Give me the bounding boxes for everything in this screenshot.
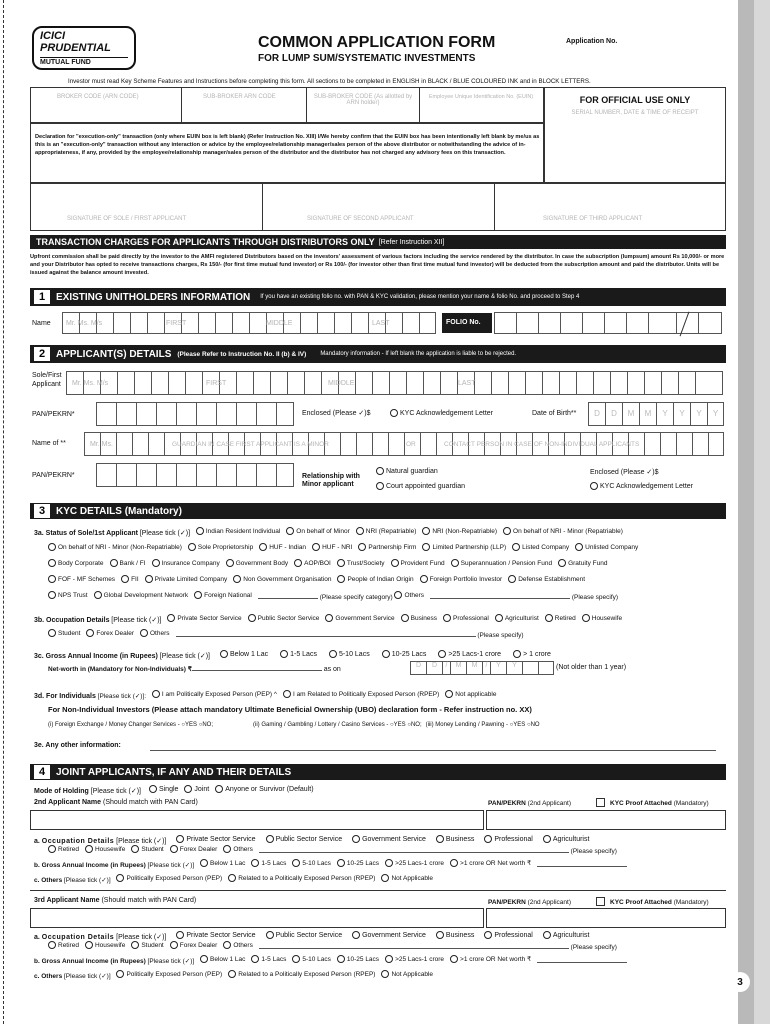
status-option[interactable]: On behalf of Minor (286, 527, 349, 535)
others-option[interactable]: Politically Exposed Person (PEP) (116, 874, 222, 882)
income-option[interactable]: 5-10 Lacs (329, 650, 370, 658)
status-option[interactable]: HUF - NRI (312, 543, 352, 551)
mode-option[interactable]: Single (149, 785, 178, 793)
pep-option[interactable]: I am Related to Politically Exposed Person (RPEP) (283, 690, 439, 698)
transaction-text: Upfront commission shall be paid directly by the investor to the AMFI registered Distributors based on the investors' assessment of various factors including the service rendered by the distributor. In case the subscription (lumpsum) amount Rs 10,000/- or more and your Distributor has opted to receive transactions charges, Rs 150/- (for first time mutual fund investor) or Rs 100/- (for investor other than first time mutual fund investor) will be deducted from the subscription amount and paid the distributor. Units will be issued against the balance amount invested. (30, 254, 725, 276)
name-middle: MIDDLE (266, 320, 293, 327)
occupation-option[interactable]: Professional (484, 835, 533, 843)
status-option[interactable]: NRI (Repatriable) (356, 527, 417, 535)
occupation-option[interactable]: Public Sector Service (248, 614, 320, 622)
risk-row: (i) Foreign Exchange / Money Changer Services - ○YES ○NO; (ii) Gaming / Gambling / Lottery / Casino Services - ○YES ○NO; (iii) Money Lending / Pawning - ○YES ○NO (48, 722, 540, 728)
income-option[interactable]: Below 1 Lac (200, 955, 245, 963)
status-option[interactable]: Limited Partnership (LLP) (422, 543, 506, 551)
occupation-option[interactable]: Forex Dealer (170, 941, 218, 949)
occupation-option[interactable]: Professional (484, 931, 533, 939)
section-1-note: If you have an existing folio no. with PAN & KYC validation, please mention your name & folio No. and proceed to Step 4 (260, 294, 580, 300)
occupation-option[interactable]: Business (436, 835, 474, 843)
status-option[interactable]: Defense Establishment (508, 575, 585, 583)
income-option[interactable]: > 1 crore (513, 650, 551, 658)
name-of-label: Name of ** (32, 440, 66, 447)
natural-guardian-radio[interactable]: Natural guardian (376, 467, 438, 475)
form-title: COMMON APPLICATION FORM (258, 34, 496, 51)
income-option[interactable]: 5-10 Lacs (292, 859, 331, 867)
status-option[interactable]: On behalf of NRI - Minor (Repatriable) (503, 527, 623, 535)
section-2-title: APPLICANT(S) DETAILS (56, 348, 172, 360)
applicant-last: LAST (458, 380, 476, 387)
status-option[interactable]: Trust/Society (337, 559, 385, 567)
enclosed-label: Enclosed (Please ✓)$ (302, 410, 371, 417)
others-option[interactable]: Politically Exposed Person (PEP) (116, 970, 222, 978)
name-label: Name (32, 320, 51, 327)
kyc-proof-3rd-label: KYC Proof Attached (Mandatory) (610, 899, 709, 906)
occupation-option[interactable]: Others (223, 845, 253, 853)
second-others-row: c. Others [Please tick (✓)] Politically Exposed Person (PEP) Related to a Politically Exposed Person (RPEP) Not Applicable (34, 874, 434, 884)
divider (419, 88, 420, 122)
declaration-box (30, 123, 544, 183)
occupation-option[interactable]: Student (131, 845, 163, 853)
networth-row: Net-worth in (Mandatory for Non-Individuals) ₹ as on (48, 666, 341, 673)
status-option[interactable]: AOP/BOI (294, 559, 331, 567)
official-use-title: FOR OFFICIAL USE ONLY (579, 95, 691, 105)
status-row-1: 3a. Status of Sole/1st Applicant [Please tick (✓)] Indian Resident Individual On behalf of Minor NRI (Repatriable) NRI (Non-Repatriable) On behalf of NRI - Minor (Repatriable) (34, 527, 623, 537)
dob-label: Date of Birth** (532, 410, 577, 417)
enclosed2-label: Enclosed (Please ✓)$ (590, 469, 659, 476)
status-row-5: NPS Trust Global Development Network Foreign National (Please specify category) Others (Please specify) (48, 591, 618, 601)
occupation-row: 3b. Occupation Details [Please tick (✓)] Private Sector Service Public Sector Service Government Service Business Professional Agriculturist Retired Housewife (34, 614, 623, 624)
third-occupation-row: a. Occupation Details [Please tick (✓)] Private Sector Service Public Sector Service Government Service Business Professional Agriculturist (34, 931, 590, 941)
status-option[interactable]: Superannuation / Pension Fund (451, 559, 552, 567)
declaration-text: Declaration for "execution-only" transaction (only where EUIN box is left blank) (Refer Instruction No. XIII) I/We hereby confirm that the EUIN box has been intentionally left blank by me/us as this is an "execution-only" transaction without any interaction or advice by the employee/relationship manager/sales person of the above distributor or notwithstanding the advice of in-appropriateness, if any, provided by the employee/relationship manager/sales person of the distributor and the distributor has not charged any advisory fees on this transaction. (35, 134, 540, 156)
occupation-option[interactable]: Retired (48, 941, 79, 949)
header-instruction: Investor must read Key Scheme Features and Instructions before completing this form. All sections to be completed in ENGLISH in BLACK / BLUE COLOURED INK and in BLOCK LETTERS. (68, 78, 591, 85)
mode-row: Mode of Holding [Please tick (✓)] Single Joint Anyone or Survivor (Default) (34, 785, 314, 795)
signature-first-label: SIGNATURE OF SOLE / FIRST APPLICANT (67, 216, 187, 222)
occupation-option[interactable]: Government Service (352, 835, 426, 843)
kyc-proof-checkbox[interactable] (596, 798, 605, 807)
occupation-option[interactable]: Forex Dealer (170, 845, 218, 853)
status-option[interactable]: Foreign National (194, 591, 252, 599)
status-option[interactable]: Private Limited Company (145, 575, 228, 583)
status-option[interactable]: On behalf of NRI - Minor (Non-Repatriable) (48, 543, 182, 551)
pan-3rd-label: PAN/PEKRN (2nd Applicant) (488, 899, 571, 906)
section-1-title: EXISTING UNITHOLDERS INFORMATION (56, 291, 251, 303)
second-applicant-name-field[interactable] (30, 810, 484, 830)
occupation-row-2: Student Forex Dealer Others (Please specify) (48, 629, 524, 639)
status-option[interactable]: Government Body (226, 559, 288, 567)
not-older-note: (Not older than 1 year) (556, 664, 627, 671)
logo (32, 26, 136, 70)
folio-label: FOLIO No. (442, 313, 492, 333)
divider (306, 88, 307, 122)
pep-row: 3d. For Individuals [Please tick (✓)]: I am Politically Exposed Person (PEP) ^ I am Related to Politically Exposed Person (RPEP) Not applicable (34, 690, 497, 700)
application-no-label: Application No. (566, 38, 618, 45)
section-1-bar (30, 288, 726, 306)
occupation-option[interactable]: Others (223, 941, 253, 949)
non-individual-note: For Non-Individual Investors (Please attach mandatory Ultimate Beneficial Ownership (UBO) declaration form - Refer instruction no. XX) (48, 705, 532, 714)
section-4-bar (30, 764, 726, 780)
second-income-row: b. Gross Annual Income (in Rupees) [Please tick (✓)] Below 1 Lac 1-5 Lacs 5-10 Lacs 10-25 Lacs >25 Lacs-1 crore >1 crore OR Net worth ₹ (34, 859, 627, 869)
section-3-bar (30, 503, 726, 519)
applicant-prefix: Mr. Ms. M/s (72, 380, 109, 387)
income-option[interactable]: 5-10 Lacs (292, 955, 331, 963)
occupation-option[interactable]: Private Sector Service (176, 835, 255, 843)
guardian-note: GUARDIAN IN CASE FIRST APPLICANT IS A MINOR (172, 441, 329, 448)
occupation-option[interactable]: Others (140, 629, 170, 637)
income-option[interactable]: >1 crore OR Net worth ₹ (450, 955, 531, 963)
status-option[interactable]: Sole Proprietorship (188, 543, 253, 551)
left-cut-line (3, 0, 4, 1024)
second-applicant-pan-field[interactable] (486, 810, 726, 830)
occupation-option[interactable]: Business (401, 614, 437, 622)
status-option[interactable]: NPS Trust (48, 591, 88, 599)
pan2-label: PAN/PEKRN* (32, 472, 75, 479)
section-4-divider (30, 890, 726, 891)
second-applicant-label: 2nd Applicant Name (Should match with PAN Card) (34, 799, 198, 806)
divider (494, 184, 495, 230)
sole-applicant-label: Sole/First Applicant (32, 372, 62, 388)
occupation-option[interactable]: Retired (48, 845, 79, 853)
pan-label: PAN/PEKRN* (32, 411, 75, 418)
status-option[interactable]: Bank / FI (110, 559, 146, 567)
transaction-title: TRANSACTION CHARGES FOR APPLICANTS THROUGH DISTRIBUTORS ONLY (36, 237, 375, 247)
logo-brand: ICICI PRUDENTIAL (40, 30, 111, 54)
section-2-note: Mandatory information - If left blank the application is liable to be rejected. (320, 351, 517, 357)
section-4-number: 4 (34, 765, 50, 779)
section-2-bar (30, 345, 726, 363)
kyc-proof-3rd-checkbox[interactable] (596, 897, 605, 906)
broker-box (30, 87, 544, 123)
third-others-row: c. Others [Please tick (✓)] Politically Exposed Person (PEP) Related to a Politically Exposed Person (RPEP) Not Applicable (34, 970, 434, 980)
status-row-4 (48, 575, 591, 585)
income-row: 3c. Gross Annual Income (in Rupees) [Please tick (✓)] Below 1 Lac 1-5 Lacs 5-10 Lacs 10-25 Lacs >25 Lacs-1 crore > 1 crore (34, 650, 551, 660)
income-option[interactable]: Below 1 Lac (200, 859, 245, 867)
occupation-option[interactable]: Forex Dealer (86, 629, 134, 637)
third-applicant-label: 3rd Applicant Name (Should match with PAN Card) (34, 897, 197, 904)
guardian-prefix: Mr. Ms. (90, 441, 113, 448)
occupation-option[interactable]: Government Service (325, 614, 394, 622)
status-option[interactable]: Partnership Firm (358, 543, 416, 551)
status-option[interactable]: Listed Company (512, 543, 569, 551)
sub-broker-arn-label: SUB-BROKER ARN CODE (203, 94, 276, 100)
pep-option[interactable]: Not applicable (445, 690, 496, 698)
income-option[interactable]: >25 Lacs-1 crore (438, 650, 501, 658)
occupation-option[interactable]: Private Sector Service (176, 931, 255, 939)
official-use-box (544, 87, 726, 183)
status-option[interactable]: People of Indian Origin (337, 575, 413, 583)
status-option[interactable]: Insurance Company (152, 559, 220, 567)
occupation-option[interactable]: Agriculturist (495, 614, 539, 622)
income-option[interactable]: Below 1 Lac (220, 650, 268, 658)
section-2-ref: (Please Refer to Instruction No. II (b) & IV) (177, 350, 307, 358)
occupation-option[interactable]: Retired (545, 614, 576, 622)
second-occupation-row-2: Retired Housewife Student Forex Dealer Others (Please specify) (48, 845, 617, 855)
mode-option[interactable]: Joint (184, 785, 209, 793)
status-option[interactable]: FOF - MF Schemes (48, 575, 115, 583)
status-option[interactable]: HUF - Indian (259, 543, 306, 551)
occupation-option[interactable]: Agriculturist (543, 835, 590, 843)
signature-third-label: SIGNATURE OF THIRD APPLICANT (543, 216, 643, 222)
kyc-ack-radio[interactable]: KYC Acknowledgement Letter (390, 409, 493, 417)
section-2-number: 2 (34, 347, 50, 361)
occupation-option[interactable]: Business (436, 931, 474, 939)
applicant-middle: MIDDLE (328, 380, 355, 387)
occupation-option[interactable]: Housewife (85, 845, 125, 853)
occupation-option[interactable]: Government Service (352, 931, 426, 939)
sub-broker-code-label: SUB-BROKER CODE (As allotted by ARN holder) (313, 94, 413, 106)
status-option[interactable]: FII (121, 575, 139, 583)
pan2-field[interactable] (96, 463, 294, 487)
status-row-2 (48, 543, 644, 553)
occupation-option[interactable]: Student (131, 941, 163, 949)
kyc-ack2-radio[interactable]: KYC Acknowledgement Letter (590, 482, 693, 490)
right-edge-tab (754, 0, 770, 1024)
divider (181, 88, 182, 122)
transaction-ref: [Refer Instruction XII] (378, 238, 445, 246)
signature-box (30, 183, 726, 231)
transaction-charges-bar (30, 235, 726, 249)
status-option[interactable]: Provident Fund (391, 559, 445, 567)
occupation-option[interactable]: Housewife (582, 614, 622, 622)
status-others-option[interactable]: Others (394, 591, 424, 599)
relationship-label: Relationship with Minor applicant (302, 473, 360, 488)
income-option[interactable]: >1 crore OR Net worth ₹ (450, 859, 531, 867)
pan-field[interactable] (96, 402, 294, 426)
third-occupation-row-2: Retired Housewife Student Forex Dealer Others (Please specify) (48, 941, 617, 951)
signature-second-label: SIGNATURE OF SECOND APPLICANT (307, 216, 414, 222)
income-option[interactable]: >25 Lacs-1 crore (385, 859, 444, 867)
income-option[interactable]: 10-25 Lacs (382, 650, 427, 658)
income-option[interactable]: 1-5 Lacs (280, 650, 317, 658)
status-row-3 (48, 559, 613, 569)
kyc-proof-label: KYC Proof Attached (Mandatory) (610, 800, 709, 807)
pan-2nd-label: PAN/PEKRN (2nd Applicant) (488, 800, 571, 807)
section-4-title: JOINT APPLICANTS, IF ANY AND THEIR DETAILS (56, 766, 292, 778)
status-option[interactable]: Body Corporate (48, 559, 104, 567)
income-option[interactable]: 1-5 Lacs (251, 955, 286, 963)
status-option[interactable]: Non Government Organisation (233, 575, 331, 583)
occupation-option[interactable]: Student (48, 629, 80, 637)
income-option[interactable]: 10-25 Lacs (337, 955, 379, 963)
occupation-option[interactable]: Agriculturist (543, 931, 590, 939)
occupation-option[interactable]: Professional (443, 614, 489, 622)
mode-option[interactable]: Anyone or Survivor (Default) (215, 785, 313, 793)
logo-sub: MUTUAL FUND (40, 57, 128, 66)
status-option[interactable]: Indian Resident Individual (196, 527, 280, 535)
folio-field[interactable] (494, 312, 726, 334)
or-note: OR (406, 441, 416, 448)
divider (262, 184, 263, 230)
dob-field[interactable]: D D M M Y Y Y Y (588, 402, 724, 426)
page-number: 3 (730, 972, 750, 992)
occupation-option[interactable]: Housewife (85, 941, 125, 949)
name-last: LAST (372, 320, 390, 327)
name-first: FIRST (166, 320, 187, 327)
status-option[interactable]: Unlisted Company (575, 543, 638, 551)
status-option[interactable]: Gratuity Fund (558, 559, 607, 567)
third-applicant-name-field[interactable] (30, 908, 484, 928)
networth-date-field[interactable]: D D / M M / Y Y (410, 661, 554, 675)
income-option[interactable]: 1-5 Lacs (251, 859, 286, 867)
others-option[interactable]: Related to a Politically Exposed Person (RPEP) (228, 970, 375, 978)
other-info-label: 3e. Any other information: (34, 742, 121, 749)
section-1-number: 1 (34, 290, 50, 304)
broker-arn-label: BROKER CODE (ARN CODE) (57, 94, 139, 100)
third-applicant-pan-field[interactable] (486, 908, 726, 928)
name-prefix: Mr. Ms. M/s (66, 320, 103, 327)
status-option[interactable]: Global Development Network (94, 591, 189, 599)
applicant-first: FIRST (206, 380, 227, 387)
euin-label: Employee Unique Identification No. (EUIN) (428, 94, 534, 100)
occupation-option[interactable]: Public Sector Service (266, 835, 343, 843)
occupation-option[interactable]: Private Sector Service (167, 614, 241, 622)
contact-note: CONTACT PERSON IN CASE OF NON-INDIVIDUAL APPLICANTS (444, 441, 640, 448)
second-occupation-row: a. Occupation Details [Please tick (✓)] Private Sector Service Public Sector Service Government Service Business Professional Agriculturist (34, 835, 590, 845)
third-income-row: b. Gross Annual Income (in Rupees) [Please tick (✓)] Below 1 Lac 1-5 Lacs 5-10 Lacs 10-25 Lacs >25 Lacs-1 crore >1 crore OR Net worth ₹ (34, 955, 627, 965)
court-guardian-radio[interactable]: Court appointed guardian (376, 482, 465, 490)
other-info-field[interactable] (150, 750, 716, 751)
others-option[interactable]: Related to a Politically Exposed Person (RPEP) (228, 874, 375, 882)
section-3-number: 3 (34, 504, 50, 518)
applicant-name-field[interactable] (66, 371, 724, 395)
others-option[interactable]: Not Applicable (381, 874, 433, 882)
status-option[interactable]: NRI (Non-Repatriable) (422, 527, 497, 535)
occupation-option[interactable]: Public Sector Service (266, 931, 343, 939)
section-3-title: KYC DETAILS (Mandatory) (56, 505, 182, 517)
others-option[interactable]: Not Applicable (381, 970, 433, 978)
income-option[interactable]: 10-25 Lacs (337, 859, 379, 867)
income-option[interactable]: >25 Lacs-1 crore (385, 955, 444, 963)
form-subtitle: FOR LUMP SUM/SYSTEMATIC INVESTMENTS (258, 53, 476, 64)
status-option[interactable]: Foreign Portfolio Investor (420, 575, 503, 583)
pep-option[interactable]: I am Politically Exposed Person (PEP) ^ (152, 690, 277, 698)
serial-label: SERIAL NUMBER, DATE & TIME OF RECEIPT (571, 110, 699, 116)
